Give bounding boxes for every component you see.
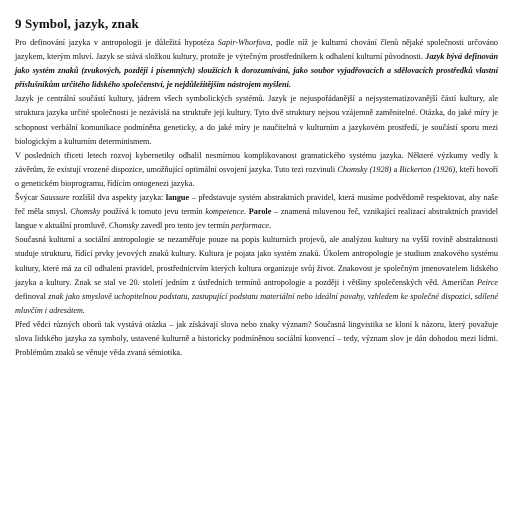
text-run: znak jako smyslově uchopitelnou podstatu, zastupující podstatu materiální nebo ideální povahy, vzhledem ke společné dispozici, sdílené mluvčím i adresátem.: [15, 291, 498, 315]
text-run: Švýcar: [15, 193, 41, 203]
paragraph-saussure: [15, 191, 498, 233]
text-run: Před vědci různých oborů tak vystává otázka – jak získávají slova nebo znaky význam? Současná lingvistika se kloní k názoru, který považuje slova lidského jazyka za symboly, ustavené kulturně a historicky podmíněnou sociální konvencí – tedy, význam slov je dán dohodou mezi lidmi. Problémům znaků se věnuje věda zvaná sémiotika.: [15, 319, 498, 358]
text-run: Chomsky: [70, 207, 101, 217]
paragraph-language-culture: [15, 92, 498, 148]
text-run: , podle níž je kulturní chování členů nějaké společnosti určováno jazykem, kterým mluví. Jazyk se stává složkou kultury, protože je výtečným prostředníkem k odhalení kulturní původnosti.: [15, 38, 499, 62]
text-run: V posledních třiceti letech rozvoj kybernetiky odhalil nesmírnou komplikovanost gramatického systému jazyka. Některé výzkumy vedly k závěrům, že existují vrozené dispozice, umožňující optimální osvojení jazyka. Tuto tezi rozvinuli: [15, 150, 498, 174]
section-heading: 9 Symbol, jazyk, znak: [15, 16, 139, 31]
text-run: Chomsky: [108, 221, 139, 231]
text-run: Parole: [248, 207, 272, 217]
text-run: .: [268, 221, 272, 231]
text-run: Jazyk bývá definován jako systém znaků (zvukových, později i písemných) sloužících k dorozumívání, jako soubor vyjadřovacích a sdělovacích prostředků vlastní příslušníkům určitého lidského společenství, je nejdůležitějším nástrojem myšlení.: [15, 52, 499, 90]
text-run: – znamená mluvenou řeč, vznikající realizací abstraktních pravidel langue v aktuální promluvě.: [15, 207, 498, 231]
text-run: zavedl pro tento jev termín: [138, 221, 232, 231]
text-run: , kteří hovoří o genetickém bioprogramu, řídícím ontogenezi jazyka.: [15, 164, 499, 188]
text-run: kompetence: [205, 207, 244, 217]
paragraph-cybernetics: [15, 149, 498, 191]
text-run: Pro definování jazyka v antropologii je důležitá hypotéza: [15, 38, 218, 47]
text-run: – představuje systém abstraktních pravidel, která musíme podvědomě respektovat, aby naše řeč měla smysl.: [15, 193, 498, 217]
text-run: Jazyk je centrální součástí kultury, jádrem všech symbolických systémů. Jazyk je nejuspořádanější a nejsystematizovanější částí kultury, ale struktura jazyka určité společnosti je nezávislá na struktuře její kultury. Tyto dvě struktury nejsou vzájemně zaměnitelné. Otázka, do jaké míry je schopnost verbální komunikace podmíněna geneticky, a do jaké míry je naučitelná v kulturním a jazykovém prostředí, je součástí sporu mezi biologickým a kulturním determinismem.: [15, 94, 498, 146]
text-run: Saussure: [40, 193, 70, 203]
text-run: langue: [165, 193, 190, 203]
text-run: Bickerton (1926): [399, 164, 456, 174]
text-run: a: [391, 164, 400, 174]
text-run: definoval: [15, 291, 49, 301]
paragraph-sapir-whorf: [15, 36, 498, 92]
text-run: performace: [231, 221, 269, 231]
text-run: Chomsky (1928): [337, 164, 392, 174]
text-run: .: [243, 207, 249, 217]
text-run: Peirce: [476, 277, 498, 287]
text-run: používá k tomuto jevu termín: [100, 207, 206, 217]
text-run: Současná kulturní a sociální antropologie se nezaměřuje pouze na popis kulturních projevů, ale analýzou kultury na vyšší rovině abstraktnosti studuje strukturu, řídící prvky jevových znaků kultury. Kultura je pojata jako systém znaků. Úkolem antropologie je studium znakového systému kultury, které má za cíl odhalení pravidel, prostřednictvím kterých kultura organizuje svůj život. Znakovost je společným jmenovatelem lidského jazyka a kultury. Znak se stal ve 20. století jedním z ústředních termínů antropologie a později i většiny společenských věd. Američan: [15, 235, 498, 287]
paragraph-semiotics: [15, 318, 498, 360]
paragraph-sign-system: [15, 233, 498, 318]
text-run: rozlišil dva aspekty jazyka:: [69, 193, 166, 203]
text-run: Sapir-Whorfova: [217, 38, 271, 47]
